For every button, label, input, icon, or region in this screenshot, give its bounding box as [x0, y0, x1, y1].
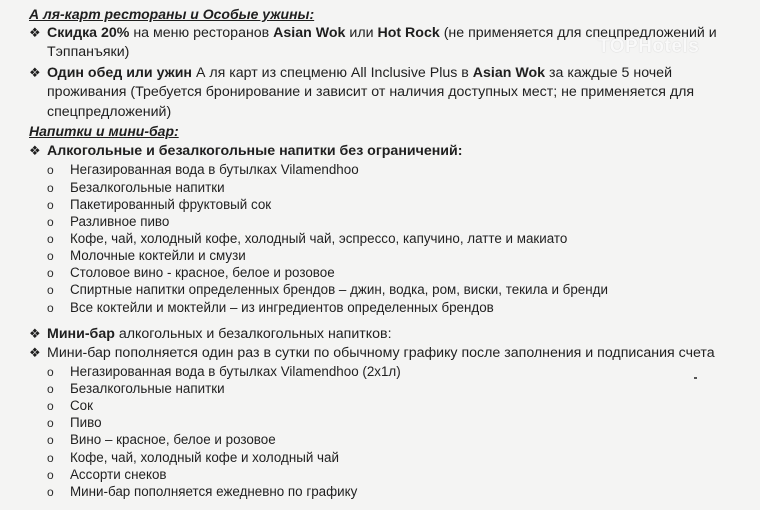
bullet-minibar-title: ❖ Мини-бар алкогольных и безалкогольных напитков: — [29, 326, 392, 342]
list-item: o Сок — [47, 398, 93, 413]
diamond-bullet-icon: ❖ — [29, 326, 41, 341]
scan-speck — [694, 377, 697, 379]
circle-bullet-icon: o — [47, 382, 54, 396]
circle-bullet-icon: o — [47, 451, 54, 465]
bullet-dinner: ❖ Один обед или ужин А ля карт из спецменю All Inclusive Plus в Asian Wok за каждые 5 ночей — [29, 65, 673, 81]
circle-bullet-icon: o — [47, 399, 54, 413]
list-item: o Вино – красное, белое и розовое — [47, 432, 276, 447]
watermark-logo: TOPHotels — [598, 36, 700, 57]
list-item: o Спиртные напитки определенных брендов – джин, водка, ром, виски, текила и бренди — [47, 282, 608, 297]
list-item: o Пакетированный фруктовый сок — [47, 197, 272, 212]
bullet-dinner-continuation-1: проживания (Требуется бронирование и зависит от наличия доступных мест; не применяется для — [47, 84, 695, 100]
list-item: o Кофе, чай, холодный кофе и холодный чай — [47, 450, 339, 465]
list-item: o Ассорти снеков — [47, 467, 167, 482]
diamond-bullet-icon: ❖ — [29, 143, 41, 158]
circle-bullet-icon: o — [47, 416, 54, 430]
list-item: o Безалкогольные напитки — [47, 381, 225, 396]
circle-bullet-icon: o — [47, 468, 54, 482]
circle-bullet-icon: o — [47, 283, 54, 297]
circle-bullet-icon: o — [47, 433, 54, 447]
section-heading-drinks: Напитки и мини-бар: — [29, 123, 179, 139]
circle-bullet-icon: o — [47, 215, 54, 229]
list-item: o Кофе, чай, холодный кофе, холодный чай, эспрессо, капучино, латте и макиато — [47, 231, 568, 246]
bullet-discount-continuation: Тэппанъяки) — [47, 44, 130, 60]
circle-bullet-icon: o — [47, 266, 54, 280]
bullet-minibar-refill: ❖ Мини-бар пополняется один раз в сутки по обычному графику после заполнения и подписания счета — [29, 345, 715, 361]
list-item: o Негазированная вода в бутылках Vilamendhoo — [47, 162, 359, 177]
circle-bullet-icon: o — [47, 163, 54, 177]
list-item: o Пиво — [47, 415, 102, 430]
list-item: o Мини-бар пополняется ежедневно по графику — [47, 484, 358, 499]
diamond-bullet-icon: ❖ — [29, 345, 41, 360]
bullet-alcohol-title: ❖ Алкогольные и безалкогольные напитки без ограничений: — [29, 143, 463, 159]
list-item: o Столовое вино - красное, белое и розовое — [47, 265, 335, 280]
circle-bullet-icon: o — [47, 485, 54, 499]
list-item: o Все коктейли и моктейли – из ингредиентов определенных брендов — [47, 300, 494, 315]
circle-bullet-icon: o — [47, 181, 54, 195]
section-heading-restaurants: А ля-карт рестораны и Особые ужины: — [29, 6, 315, 22]
circle-bullet-icon: o — [47, 301, 54, 315]
list-item: o Молочные коктейли и смузи — [47, 248, 246, 263]
diamond-bullet-icon: ❖ — [29, 65, 41, 80]
circle-bullet-icon: o — [47, 232, 54, 246]
circle-bullet-icon: o — [47, 198, 54, 212]
bullet-discount: ❖ Скидка 20% на меню ресторанов Asian Wok или Hot Rock (не применяется для спецпредложений и — [29, 25, 717, 41]
bullet-dinner-continuation-2: спецпредложений) — [47, 104, 172, 120]
circle-bullet-icon: o — [47, 365, 54, 379]
diamond-bullet-icon: ❖ — [29, 25, 41, 40]
list-item: o Безалкогольные напитки — [47, 180, 225, 195]
circle-bullet-icon: o — [47, 249, 54, 263]
list-item: o Негазированная вода в бутылках Vilamendhoo (2х1л) — [47, 364, 401, 379]
list-item: o Разливное пиво — [47, 214, 170, 229]
